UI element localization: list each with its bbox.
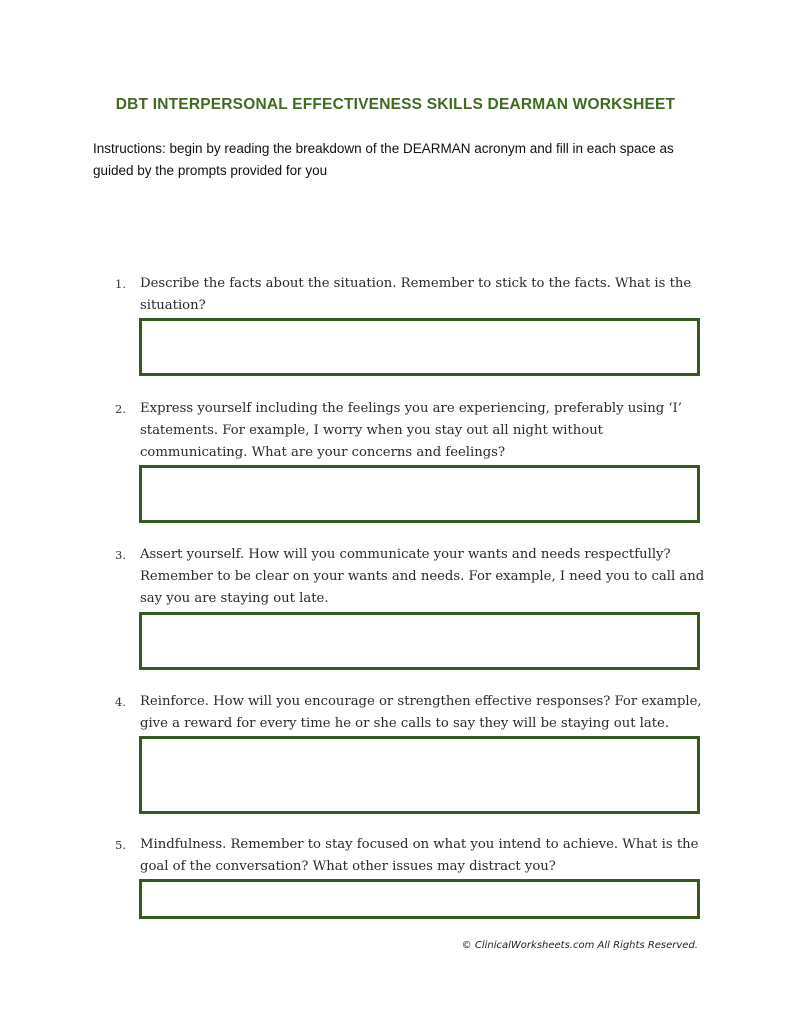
prompt-item-4	[115, 691, 705, 735]
prompt-item-5	[115, 834, 705, 878]
instructions-text: Instructions: begin by reading the breakdown of the DEARMAN acronym and fill in each space as guided by the prompts provided for you	[93, 141, 674, 178]
item-number: 5.	[115, 838, 126, 852]
item-number: 2.	[115, 402, 126, 416]
answer-box-5[interactable]	[139, 879, 700, 919]
item-prompt: Mindfulness. Remember to stay focused on what you intend to achieve. What is the goal of the conversation? What other issues may distract you?	[140, 837, 699, 874]
prompt-item-3	[115, 544, 705, 610]
item-prompt: Reinforce. How will you encourage or strengthen effective responses? For example, give a reward for every time he or she calls to say they will be staying out late.	[140, 694, 702, 731]
item-prompt: Assert yourself. How will you communicate your wants and needs respectfully? Remember to be clear on your wants and needs. For example, I need you to call and say you are staying out late.	[140, 547, 705, 606]
answer-box-4[interactable]	[139, 736, 700, 814]
answer-box-3[interactable]	[139, 612, 700, 670]
answer-box-2[interactable]	[139, 465, 700, 523]
item-number: 3.	[115, 548, 126, 562]
copyright-footer: © ClinicalWorksheets.com All Rights Reserved.	[461, 940, 698, 951]
item-number: 1.	[115, 277, 126, 291]
prompt-item-1	[115, 273, 705, 317]
item-number: 4.	[115, 695, 126, 709]
answer-box-1[interactable]	[139, 318, 700, 376]
prompt-item-2	[115, 398, 705, 464]
worksheet-title: DBT INTERPERSONAL EFFECTIVENESS SKILLS DEARMAN WORKSHEET	[115, 96, 676, 113]
item-prompt: Describe the facts about the situation. Remember to stick to the facts. What is the situation?	[140, 276, 692, 313]
item-prompt: Express yourself including the feelings you are experiencing, preferably using ‘I’ statements. For example, I worry when you stay out all night without communicating. What are your concerns and feelings?	[140, 401, 682, 460]
